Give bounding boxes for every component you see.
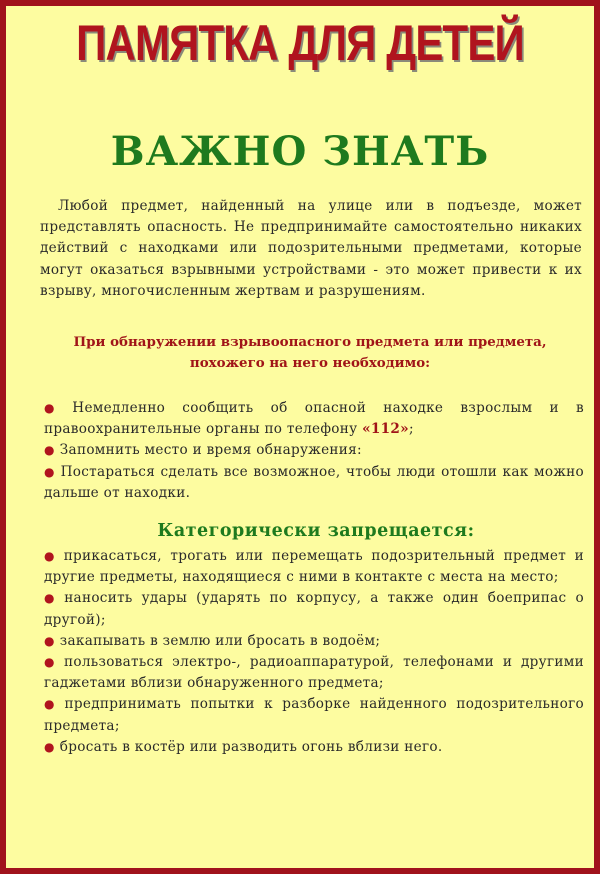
action-item-remember bbox=[44, 440, 584, 461]
bullet-icon: ● bbox=[44, 633, 55, 648]
bullet-icon: ● bbox=[44, 697, 60, 712]
forbidden-item-text: наносить удары (ударять по корпусу, а также один боеприпас о другой); bbox=[44, 590, 584, 628]
forbidden-item bbox=[44, 546, 584, 588]
forbidden-item bbox=[44, 652, 584, 694]
forbidden-item-text: бросать в костёр или разводить огонь вблизи него. bbox=[59, 738, 443, 755]
action-item-report bbox=[44, 398, 584, 440]
forbidden-item bbox=[44, 631, 584, 652]
forbidden-item bbox=[44, 588, 584, 630]
notice-heading bbox=[36, 332, 584, 374]
action-item-end: ; bbox=[408, 421, 414, 438]
actions-list bbox=[44, 398, 584, 504]
bullet-icon: ● bbox=[44, 401, 68, 415]
bullet-icon: ● bbox=[44, 655, 59, 670]
action-item-evacuate bbox=[44, 462, 584, 504]
forbidden-item-text: прикасаться, трогать или перемещать подозрительный предмет и другие предметы, находящиеся с ними в контакте с места на место; bbox=[44, 548, 584, 586]
notice-line-1: При обнаружении взрывоопасного предмета или предмета, bbox=[73, 334, 547, 350]
bullet-icon: ● bbox=[44, 443, 55, 458]
subtitle-important: ВАЖНО ЗНАТЬ bbox=[110, 128, 490, 175]
bullet-icon: ● bbox=[44, 591, 60, 606]
forbidden-item-text: пользоваться электро-, радиоаппаратурой, телефонами и другими гаджетами вблизи обнаруженного предмета; bbox=[44, 654, 584, 692]
action-item-text: Немедленно сообщить об опасной находке взрослым и в правоохранительные органы по телефону bbox=[44, 400, 584, 438]
forbidden-item bbox=[44, 694, 584, 736]
bullet-icon: ● bbox=[44, 549, 59, 563]
forbidden-item bbox=[44, 737, 584, 758]
forbidden-heading: Категорически запрещается: bbox=[157, 521, 475, 541]
action-item-text: Постараться сделать все возможное, чтобы люди отошли как можно дальше от находки. bbox=[44, 463, 584, 501]
forbidden-list bbox=[44, 546, 584, 758]
bullet-icon: ● bbox=[44, 739, 55, 754]
main-title: ПАМЯТКА ДЛЯ ДЕТЕЙ bbox=[76, 15, 524, 71]
emergency-phone: «112» bbox=[362, 421, 409, 438]
forbidden-item-text: закапывать в землю или бросать в водоём; bbox=[59, 632, 381, 649]
intro-paragraph: Любой предмет, найденный на улице или в подъезде, может представлять опасность. Не предпринимайте самостоятельно никаких действий с находками или подозрительными предметами, которые могут оказаться взрывными устройствами - это может привести к их взрыву, многочисленным жертвам и разрушениям. bbox=[40, 198, 582, 299]
bullet-icon: ● bbox=[44, 464, 56, 479]
notice-line-2: похожего на него необходимо: bbox=[189, 355, 431, 371]
forbidden-item-text: предпринимать попытки к разборке найденного подозрительного предмета; bbox=[44, 696, 584, 734]
action-item-text: Запомнить место и время обнаружения: bbox=[59, 442, 362, 459]
